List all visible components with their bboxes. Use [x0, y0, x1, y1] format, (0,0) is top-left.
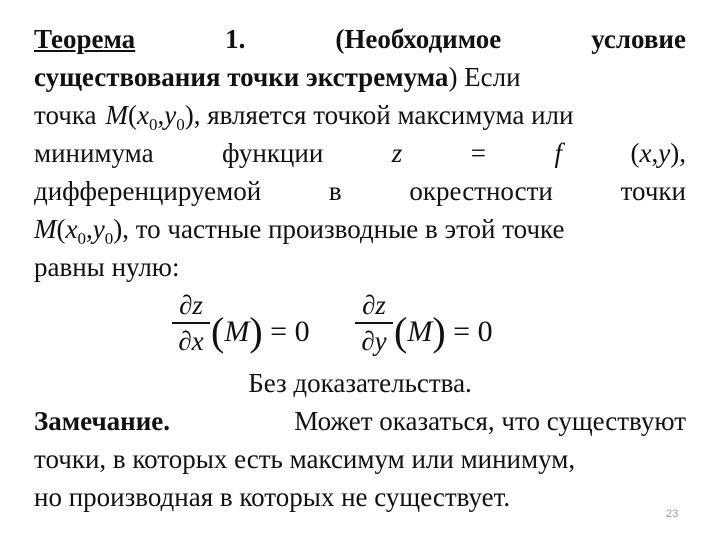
func-args: [631, 134, 686, 172]
paren-open: (: [56, 214, 66, 244]
point-m: M: [407, 315, 433, 348]
comma: ,: [651, 138, 659, 168]
theorem-line-4: [34, 134, 686, 172]
paren-close: ),: [670, 138, 686, 168]
paren-open: (: [211, 309, 225, 354]
var-y: y: [164, 100, 177, 130]
theorem-line-2: [34, 58, 686, 96]
page-number: 23: [666, 508, 679, 520]
fraction-dz-dy: [355, 290, 393, 356]
subscript-zero: 0: [176, 115, 185, 134]
theorem-line-3-post: ), является точкой максимума или: [184, 100, 574, 130]
var-y: y: [658, 138, 671, 168]
remark-label: Замечание.: [34, 406, 171, 436]
no-proof-note: Без доказательства.: [248, 368, 472, 398]
var-x: x: [639, 138, 652, 168]
point-m: M: [105, 100, 129, 130]
word-neighborhood: окрестности: [409, 176, 553, 206]
theorem-line-3-pre: точка: [34, 100, 97, 130]
theorem-line-1: [34, 20, 686, 58]
theorem-line-7-text: равны нулю:: [34, 252, 180, 282]
remark-line-3-text: но производная в которых не существует.: [34, 482, 511, 512]
subscript-zero: 0: [104, 229, 114, 248]
var-x: x: [65, 214, 78, 244]
theorem-line-3: [34, 96, 686, 134]
paren-open: (: [128, 100, 138, 130]
fraction-numerator: ∂z: [362, 290, 386, 320]
theorem-title-word: условие: [591, 24, 686, 54]
remark-line-1-rest: Может оказаться, что существуют: [294, 406, 686, 436]
fraction-numerator: ∂z: [179, 290, 203, 320]
word-in: в: [328, 176, 342, 206]
subscript-zero: 0: [77, 229, 86, 248]
formula-2-rhs: [394, 308, 493, 355]
word-differentiable: дифференцируемой: [34, 176, 262, 206]
fraction-dz-dx: [172, 290, 210, 356]
var-x: x: [137, 100, 150, 130]
equals-sign: =: [470, 138, 487, 168]
theorem-line-6-post: ), то частные производные в этой точке: [113, 214, 565, 244]
point-m: M: [224, 315, 250, 348]
theorem-title-end: существования точки экстремума: [34, 62, 449, 92]
point-m: M: [34, 214, 57, 244]
remark-line-3: [34, 478, 686, 516]
word-function: функции: [222, 138, 324, 168]
fraction-bar: [172, 322, 210, 324]
comma: ,: [85, 214, 93, 244]
partial-derivatives-formula: [0, 290, 720, 362]
theorem-line-6: [34, 210, 686, 248]
theorem-line-5: [34, 172, 686, 210]
equals-zero: = 0: [270, 315, 310, 348]
theorem-title-start: (Необходимое: [335, 24, 502, 54]
paren-open: (: [394, 309, 408, 354]
remark-line-2: [34, 440, 686, 478]
word-point: точки: [620, 176, 686, 206]
formula-1-rhs: [211, 308, 310, 355]
comma: ,: [157, 100, 165, 130]
paren-close: ): [432, 309, 446, 354]
fraction-bar: [355, 322, 393, 324]
theorem-line-2-rest: ) Если: [448, 62, 521, 92]
fraction-denominator: ∂y: [361, 326, 387, 356]
var-y: y: [92, 214, 105, 244]
var-z: z: [391, 138, 403, 168]
equals-zero: = 0: [453, 315, 493, 348]
fraction-denominator: ∂x: [178, 326, 204, 356]
paren-close: ): [249, 309, 263, 354]
theorem-line-7: [34, 248, 686, 286]
func-f: f: [554, 138, 563, 168]
subscript-zero: 0: [149, 115, 158, 134]
remark-line-2-text: точки, в которых есть максимум или минимум,: [34, 444, 576, 474]
word-minimum: минимума: [34, 138, 154, 168]
paren-open: (: [630, 138, 640, 168]
remark-line-1: [34, 402, 686, 440]
theorem-number: 1.: [225, 24, 246, 54]
theorem-word: Теорема: [34, 24, 136, 54]
